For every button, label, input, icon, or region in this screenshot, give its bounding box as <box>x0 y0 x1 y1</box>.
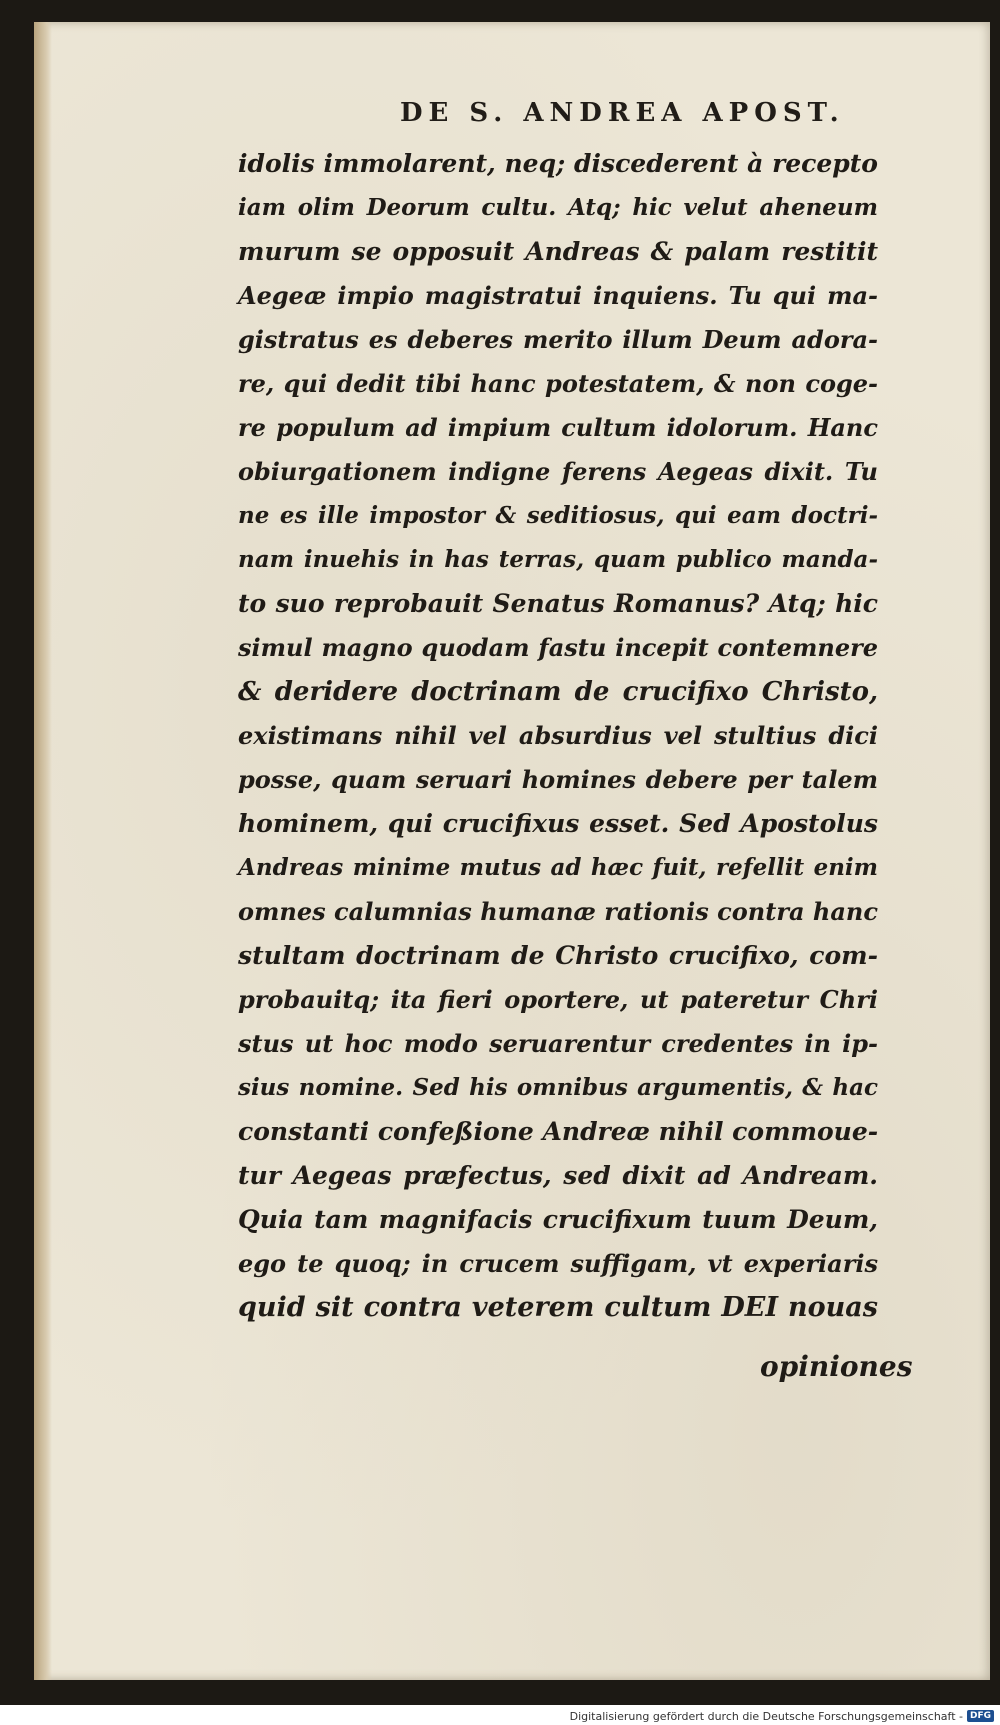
body-text <box>238 142 878 1330</box>
text-line: re, qui dedit tibi hanc potestatem, & non coge- <box>238 369 878 398</box>
text-line: to suo reprobauit Senatus Romanus? Atq; hic <box>238 589 878 618</box>
text-line: Andreas minime mutus ad hæc fuit, refellit enim <box>238 854 878 881</box>
text-line: iam olim Deorum cultu. Atq; hic velut aheneum <box>238 194 878 221</box>
text-line: quid sit contra veterem cultum DEI nouas <box>238 1292 878 1323</box>
text-line: murum se opposuit Andreas & palam restitit <box>238 237 878 266</box>
text-line: Aegeæ impio magistratui inquiens. Tu qui ma- <box>238 281 878 310</box>
text-line: simul magno quodam fastu incepit contemnere <box>238 633 878 662</box>
text-line: constanti confeßione Andreæ nihil commoue- <box>238 1117 879 1146</box>
text-line: hominem, qui crucifixus esset. Sed Apostolus <box>238 809 878 838</box>
text-line: stus ut hoc modo seruarentur credentes in ip- <box>238 1029 878 1058</box>
running-head: DE S. ANDREA APOST. <box>400 98 845 128</box>
text-line: probauitq; ita fieri oportere, ut pateretur Chri <box>238 985 878 1014</box>
text-line: nam inuehis in has terras, quam publico manda- <box>238 546 878 573</box>
text-line: Quia tam magnifacis crucifixum tuum Deum, <box>238 1205 878 1234</box>
text-line: tur Aegeas præfectus, sed dixit ad Andream. <box>238 1161 878 1190</box>
text-line: posse, quam seruari homines debere per talem <box>238 765 878 794</box>
text-line: ne es ille impostor & seditiosus, qui eam doctri- <box>238 502 878 529</box>
text-line: & deridere doctrinam de crucifixo Christo, <box>238 677 878 707</box>
text-line: obiurgationem indigne ferens Aegeas dixit. Tu <box>238 457 878 486</box>
page-spine-edge <box>34 22 52 1680</box>
dfg-logo-icon: DFG <box>967 1710 994 1722</box>
text-line: existimans nihil vel absurdius vel stultius dici <box>238 721 878 750</box>
text-line: stultam doctrinam de Christo crucifixo, com- <box>238 941 878 970</box>
text-line: re populum ad impium cultum idolorum. Hanc <box>238 413 878 442</box>
text-line: sius nomine. Sed his omnibus argumentis, & hac <box>238 1074 878 1101</box>
text-line: ego te quoq; in crucem suffigam, vt experiaris <box>238 1249 878 1278</box>
catchword: opiniones <box>760 1350 913 1383</box>
text-line: omnes calumnias humanæ rationis contra hanc <box>238 897 878 926</box>
digitization-footer <box>570 1707 994 1725</box>
text-line: gistratus es deberes merito illum Deum adora- <box>238 325 878 354</box>
text-line: idolis immolarent, neq; discederent à recepto <box>238 149 878 178</box>
footer-credit: Digitalisierung gefördert durch die Deutsche Forschungsgemeinschaft - <box>569 1709 963 1723</box>
